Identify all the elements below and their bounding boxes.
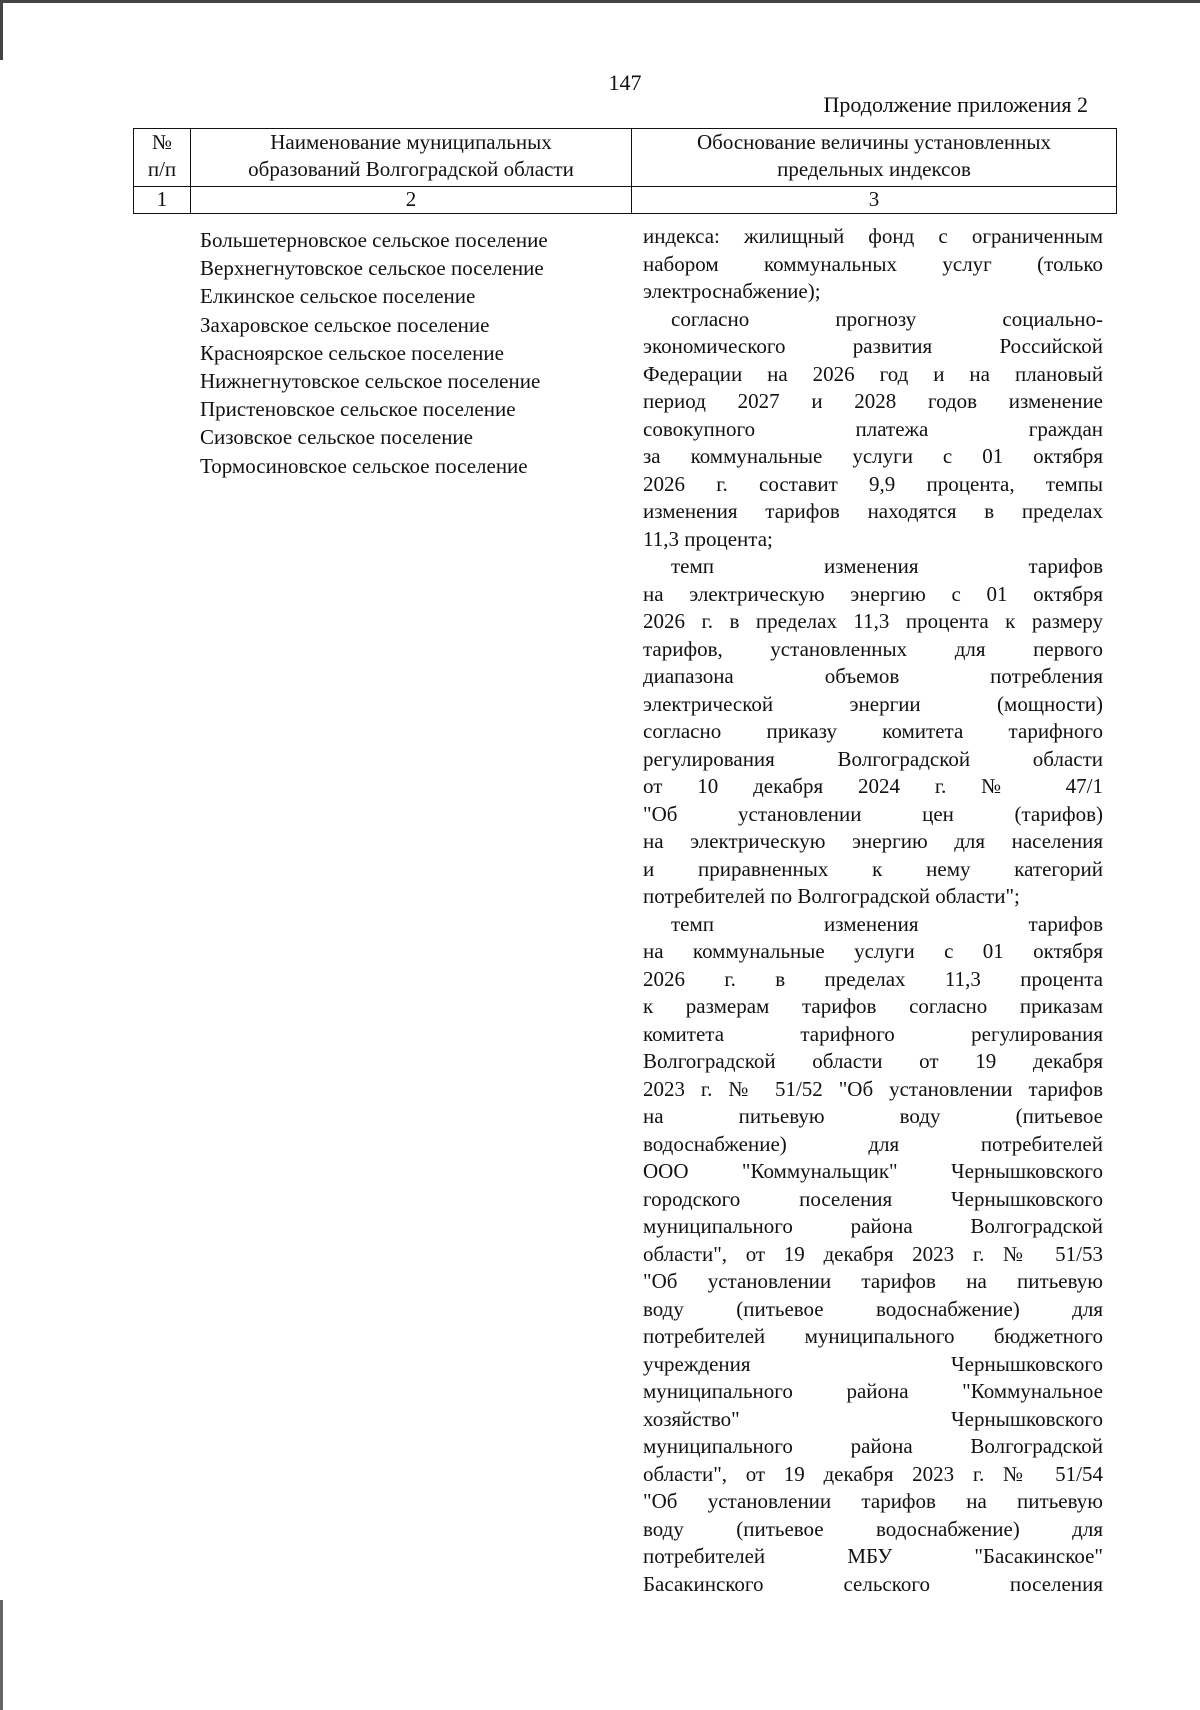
justification-line: "Об установлении цен (тарифов) <box>643 801 1103 826</box>
header-col-justification-line1: Обоснование величины установленных <box>696 130 1051 154</box>
settlement-item: Елкинское сельское поселение <box>200 284 476 309</box>
justification-line: хозяйство" Чернышковского <box>643 1406 1103 1431</box>
justification-line: области", от 19 декабря 2023 г. № 51/53 <box>643 1241 1103 1266</box>
header-col-name <box>191 129 632 187</box>
justification-line: и приравненных к нему категорий <box>643 856 1103 881</box>
scan-edge-left-bottom <box>0 1600 3 1710</box>
justification-line: воду (питьевое водоснабжение) для <box>643 1296 1103 1321</box>
justification-line: на электрическую энергию с 01 октября <box>643 581 1103 606</box>
header-row <box>134 129 1117 187</box>
settlement-list <box>200 226 620 480</box>
justification-line: комитета тарифного регулирования <box>643 1021 1103 1046</box>
header-col-justification <box>632 129 1117 187</box>
justification-line: согласно прогнозу социально- <box>671 306 1103 331</box>
justification-line: 2023 г. № 51/52 "Об установлении тарифов <box>643 1076 1103 1101</box>
settlement-item: Сизовское сельское поселение <box>200 425 473 450</box>
column-number-2: 2 <box>191 187 632 214</box>
justification-line: период 2027 и 2028 годов изменение <box>643 389 1103 413</box>
settlement-item: Захаровское сельское поселение <box>200 312 490 337</box>
justification-line: на электрическую энергию для населения <box>643 829 1103 853</box>
settlement-item: Верхнегнутовское сельское поселение <box>200 256 544 281</box>
justification-line: электроснабжение); <box>643 279 821 303</box>
justification-line: Федерации на 2026 год и на плановый <box>643 361 1103 386</box>
justification-line: на коммунальные услуги с 01 октября <box>643 939 1103 963</box>
justification-line: экономического развития Российской <box>643 334 1103 358</box>
justification-line: 2026 г. составит 9,9 процента, темпы <box>643 471 1103 496</box>
justification-line: водоснабжение) для потребителей <box>643 1131 1103 1156</box>
header-col-name-line1: Наименование муниципальных <box>270 130 552 154</box>
justification-line: согласно приказу комитета тарифного <box>643 719 1103 743</box>
justification-line: темп изменения тарифов <box>671 911 1103 936</box>
settlement-item: Нижнегнутовское сельское поселение <box>200 369 541 394</box>
column-number-row <box>134 187 1117 214</box>
justification-line: за коммунальные услуги с 01 октября <box>643 444 1103 468</box>
justification-line: к размерам тарифов согласно приказам <box>643 994 1103 1018</box>
header-col-number <box>134 129 191 187</box>
justification-line: муниципального района Волгоградской <box>643 1434 1103 1458</box>
justification-line: регулирования Волгоградской области <box>643 746 1103 771</box>
justification-text <box>643 223 1103 1598</box>
header-col-number-line2: п/п <box>147 157 177 181</box>
justification-line: 11,3 процента; <box>643 526 773 551</box>
justification-line: набором коммунальных услуг (только <box>643 251 1103 276</box>
justification-line: тарифов, установленных для первого <box>643 636 1103 661</box>
justification-line: индекса: жилищный фонд с ограниченным <box>643 224 1103 248</box>
justification-line: муниципального района Волгоградской <box>643 1214 1103 1238</box>
header-col-name-line2: образований Волгоградской области <box>248 157 574 181</box>
justification-line: учреждения Чернышковского <box>643 1351 1103 1376</box>
header-col-number-line1: № <box>151 130 173 154</box>
justification-line: темп изменения тарифов <box>671 554 1103 578</box>
justification-line: потребителей МБУ "Басакинское" <box>643 1544 1103 1568</box>
scan-edge-left <box>0 0 3 60</box>
column-number-1: 1 <box>134 187 191 214</box>
justification-line: потребителей муниципального бюджетного <box>643 1324 1103 1348</box>
justification-line: Басакинского сельского поселения <box>643 1571 1103 1596</box>
justification-line: совокупного платежа граждан <box>643 416 1103 441</box>
settlement-item: Большетерновское сельское поселение <box>200 228 548 252</box>
justification-line: воду (питьевое водоснабжение) для <box>643 1516 1103 1541</box>
justification-line: муниципального района "Коммунальное <box>643 1379 1103 1403</box>
justification-line: области", от 19 декабря 2023 г. № 51/54 <box>643 1461 1103 1486</box>
settlement-item: Пристеновское сельское поселение <box>200 397 516 422</box>
justification-line: "Об установлении тарифов на питьевую <box>643 1489 1103 1513</box>
page-number: 147 <box>608 70 642 95</box>
justification-line: на питьевую воду (питьевое <box>643 1104 1103 1128</box>
justification-line: электрической энергии (мощности) <box>643 691 1103 716</box>
justification-line: "Об установлении тарифов на питьевую <box>643 1269 1103 1293</box>
justification-line: потребителей по Волгоградской области"; <box>643 884 1020 908</box>
settlement-item: Тормосиновское сельское поселение <box>200 453 528 478</box>
justification-line: 2026 г. в пределах 11,3 процента <box>643 966 1103 991</box>
header-table <box>133 128 1117 214</box>
justification-line: ООО "Коммунальщик" Чернышковского <box>643 1159 1103 1183</box>
justification-line: диапазона объемов потребления <box>643 664 1103 688</box>
justification-line: Волгоградской области от 19 декабря <box>643 1049 1103 1073</box>
justification-line: от 10 декабря 2024 г. № 47/1 <box>643 774 1103 798</box>
settlement-item: Красноярское сельское поселение <box>200 340 504 365</box>
column-number-3: 3 <box>632 187 1117 214</box>
header-col-justification-line2: предельных индексов <box>777 157 971 181</box>
continuation-label: Продолжение приложения 2 <box>823 92 1088 117</box>
justification-line: 2026 г. в пределах 11,3 процента к размеру <box>643 609 1103 633</box>
scan-edge-top <box>0 0 1200 3</box>
justification-line: городского поселения Чернышковского <box>643 1186 1103 1211</box>
justification-line: изменения тарифов находятся в пределах <box>643 499 1103 523</box>
